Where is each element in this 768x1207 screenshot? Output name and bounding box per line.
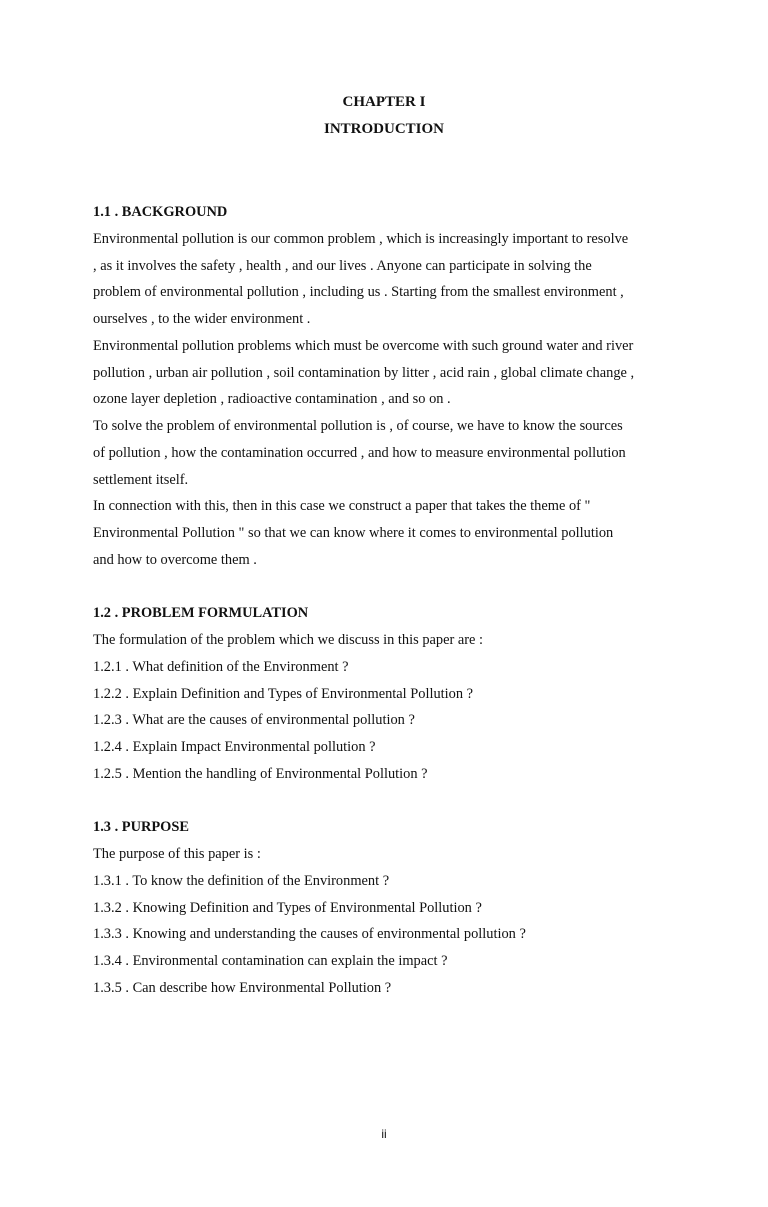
list-item: 1.2.1 . What definition of the Environment ? (93, 658, 349, 675)
paragraph-line: In connection with this, then in this case we construct a paper that takes the theme of " (93, 498, 591, 515)
paragraph-line: Environmental pollution is our common problem , which is increasingly important to resolve (93, 230, 629, 247)
list-item: 1.2.2 . Explain Definition and Types of Environmental Pollution ? (93, 685, 474, 702)
chapter-title: INTRODUCTION (323, 121, 444, 137)
section-purpose (93, 814, 693, 1001)
section-intro: The purpose of this paper is : (93, 846, 261, 862)
paragraph-line: Environmental Pollution " so that we can know where it comes to environmental pollution (93, 525, 614, 541)
list-item: 1.3.5 . Can describe how Environmental Pollution ? (93, 979, 392, 996)
section-problem-formulation (93, 600, 693, 787)
page-number: ii (381, 1127, 387, 1141)
paragraph-line: pollution , urban air pollution , soil contamination by litter , acid rain , global climate change , (93, 364, 635, 381)
section-background (93, 199, 693, 574)
paragraph-line: To solve the problem of environmental pollution is , of course, we have to know the sources (93, 418, 623, 434)
section-heading-background: 1.1 . BACKGROUND (93, 204, 228, 220)
list-item: 1.2.4 . Explain Impact Environmental pollution ? (93, 739, 376, 755)
list-item: 1.3.1 . To know the definition of the Environment ? (93, 872, 390, 889)
list-item: 1.3.2 . Knowing Definition and Types of Environmental Pollution ? (93, 899, 482, 916)
list-item: 1.2.5 . Mention the handling of Environmental Pollution ? (93, 765, 428, 782)
list-item: 1.2.3 . What are the causes of environmental pollution ? (93, 712, 415, 729)
paragraph-line: of pollution , how the contamination occurred , and how to measure environmental pollution (93, 444, 626, 461)
paragraph-line: ozone layer depletion , radioactive contamination , and so on . (93, 391, 451, 408)
section-spacer (93, 788, 693, 815)
section-heading-purpose: 1.3 . PURPOSE (93, 819, 189, 836)
section-spacer (93, 574, 693, 601)
list-item: 1.3.4 . Environmental contamination can explain the impact ? (93, 953, 448, 969)
paragraph-line: , as it involves the safety , health , and our lives . Anyone can participate in solving the (93, 257, 592, 274)
chapter-label: CHAPTER I (342, 94, 426, 110)
section-intro: The formulation of the problem which we discuss in this paper are : (93, 632, 484, 648)
chapter-body (93, 199, 693, 1002)
paragraph-line: ourselves , to the wider environment . (93, 311, 311, 327)
paragraph-line: settlement itself. (93, 471, 189, 488)
paragraph-line: and how to overcome them . (93, 551, 257, 568)
section-heading-problem-formulation: 1.2 . PROBLEM FORMULATION (93, 605, 309, 622)
paragraph-line: Environmental pollution problems which must be overcome with such ground water and river (93, 337, 634, 354)
paragraph-line: problem of environmental pollution , including us . Starting from the smallest environment , (93, 284, 624, 301)
list-item: 1.3.3 . Knowing and understanding the causes of environmental pollution ? (93, 926, 526, 943)
